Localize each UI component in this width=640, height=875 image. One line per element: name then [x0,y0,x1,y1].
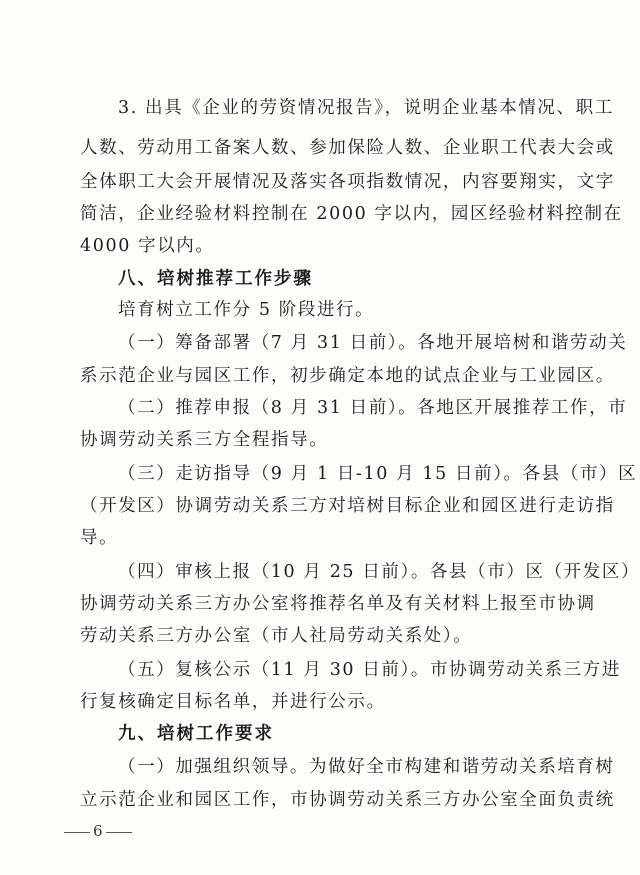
page-footer [64,822,132,840]
section-heading-9: 九、培树工作要求 [118,724,274,744]
footer-dash-left [64,832,90,833]
paragraph-3-line-5: 4000 字以内。 [80,236,215,256]
stage-4-line-2: 协调劳动关系三方办公室将推荐名单及有关材料上报至市协调 [80,594,596,614]
stage-2-line-2: 协调劳动关系三方全程指导。 [80,430,329,450]
paragraph-3-line-3: 全体职工大会开展情况及落实各项指数情况，内容要翔实，文字 [80,172,615,192]
stage-3-line-3: 导。 [80,528,119,548]
page-number: 6 [93,822,103,840]
stage-2-line-1: （二）推荐申报（8 月 31 日前）。各地区开展推荐工作，市 [118,398,628,418]
stage-1-line-2: 系示范企业与园区工作，初步确定本地的试点企业与工业园区。 [80,366,615,386]
stage-5-line-1: （五）复核公示（11 月 30 日前）。市协调劳动关系三方进 [118,660,621,680]
requirement-1-line-2: 立示范企业和园区工作，市协调劳动关系三方办公室全面负责统 [80,790,615,810]
stage-3-line-1: （三）走访指导（9 月 1 日-10 月 15 日前）。各县（市）区 [118,464,638,484]
section-heading-8: 八、培树推荐工作步骤 [118,269,313,289]
stage-3-line-2: （开发区）协调劳动关系三方对培树目标企业和园区进行走访指 [80,496,615,516]
stage-4-line-3: 劳动关系三方办公室（市人社局劳动关系处）。 [80,626,473,646]
stage-5-line-2: 行复核确定目标名单，并进行公示。 [80,692,386,712]
footer-dash-right [106,832,132,833]
stage-intro: 培育树立工作分 5 阶段进行。 [118,300,375,320]
paragraph-3-line-2: 人数、劳动用工备案人数、参加保险人数、企业职工代表大会或 [80,138,615,158]
paragraph-3-line-4: 简洁，企业经验材料控制在 2000 字以内，园区经验材料控制在 [80,204,623,224]
paragraph-3-line-1: 3. 出具《企业的劳资情况报告》，说明企业基本情况、职工 [118,98,614,118]
stage-1-line-1: （一）筹备部署（7 月 31 日前）。各地开展培树和谐劳动关 [118,333,628,353]
stage-4-line-1: （四）审核上报（10 月 25 日前）。各县（市）区（开发区） [118,562,640,582]
requirement-1-line-1: （一）加强组织领导。为做好全市构建和谐劳动关系培育树 [118,757,615,777]
